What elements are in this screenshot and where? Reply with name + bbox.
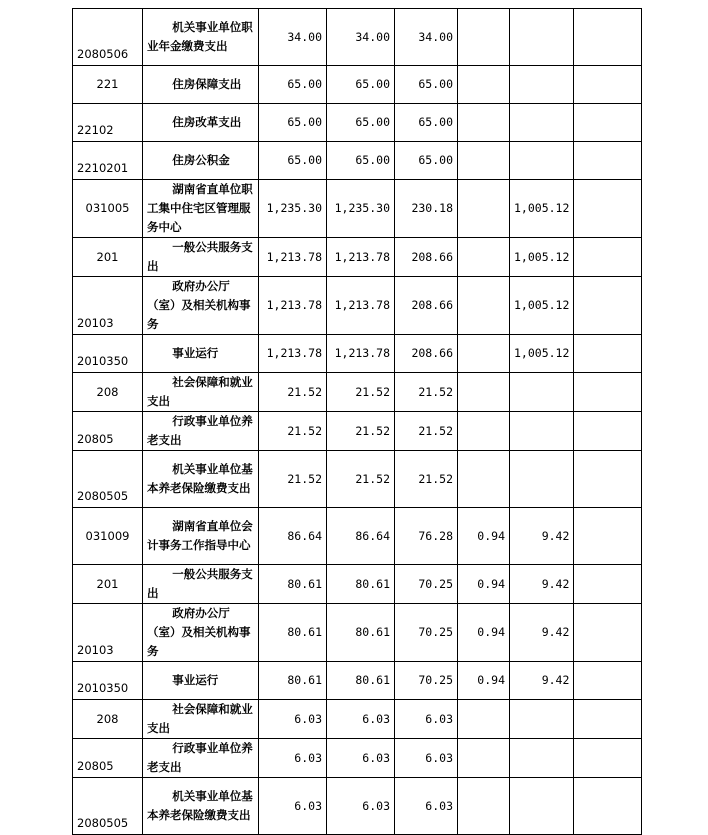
row-value-c5: 9.42 bbox=[510, 565, 574, 604]
row-value-c3: 230.18 bbox=[395, 180, 458, 238]
table-row bbox=[73, 451, 642, 508]
table-row bbox=[73, 180, 642, 238]
row-name: 政府办公厅（室）及相关机构事务 bbox=[143, 277, 259, 335]
row-value-c3: 70.25 bbox=[395, 604, 458, 662]
row-value-c3: 6.03 bbox=[395, 700, 458, 739]
table-body bbox=[73, 9, 642, 835]
row-value-c6 bbox=[574, 180, 642, 238]
row-name: 机关事业单位职业年金缴费支出 bbox=[143, 9, 259, 66]
row-value-c1: 65.00 bbox=[259, 66, 327, 104]
row-value-c1: 1,213.78 bbox=[259, 335, 327, 373]
row-code: 2080505 bbox=[73, 451, 143, 508]
row-value-c3: 65.00 bbox=[395, 66, 458, 104]
row-value-c2: 21.52 bbox=[327, 451, 395, 508]
row-value-c2: 65.00 bbox=[327, 66, 395, 104]
row-name: 住房改革支出 bbox=[143, 104, 259, 142]
row-value-c1: 21.52 bbox=[259, 451, 327, 508]
row-value-c2: 65.00 bbox=[327, 142, 395, 180]
row-value-c6 bbox=[574, 104, 642, 142]
row-value-c3: 70.25 bbox=[395, 565, 458, 604]
row-value-c3: 70.25 bbox=[395, 662, 458, 700]
row-value-c3: 65.00 bbox=[395, 104, 458, 142]
row-value-c6 bbox=[574, 700, 642, 739]
row-value-c1: 34.00 bbox=[259, 9, 327, 66]
row-code: 20103 bbox=[73, 277, 143, 335]
row-value-c4 bbox=[458, 9, 510, 66]
row-value-c2: 34.00 bbox=[327, 9, 395, 66]
row-value-c6 bbox=[574, 662, 642, 700]
table-row bbox=[73, 508, 642, 565]
row-value-c1: 21.52 bbox=[259, 412, 327, 451]
row-value-c4 bbox=[458, 412, 510, 451]
row-code: 208 bbox=[73, 700, 143, 739]
row-name: 住房公积金 bbox=[143, 142, 259, 180]
row-value-c4: 0.94 bbox=[458, 604, 510, 662]
row-value-c3: 34.00 bbox=[395, 9, 458, 66]
table-row bbox=[73, 412, 642, 451]
row-code: 2210201 bbox=[73, 142, 143, 180]
table-row bbox=[73, 604, 642, 662]
row-value-c1: 65.00 bbox=[259, 104, 327, 142]
row-name: 社会保障和就业支出 bbox=[143, 700, 259, 739]
table-row bbox=[73, 662, 642, 700]
budget-table bbox=[72, 8, 642, 835]
row-value-c3: 65.00 bbox=[395, 142, 458, 180]
row-value-c2: 65.00 bbox=[327, 104, 395, 142]
row-value-c1: 1,213.78 bbox=[259, 277, 327, 335]
row-name: 行政事业单位养老支出 bbox=[143, 739, 259, 778]
row-name: 一般公共服务支出 bbox=[143, 565, 259, 604]
row-value-c6 bbox=[574, 66, 642, 104]
table-row bbox=[73, 9, 642, 66]
row-code: 2010350 bbox=[73, 335, 143, 373]
row-value-c5 bbox=[510, 778, 574, 835]
row-value-c2: 80.61 bbox=[327, 662, 395, 700]
row-value-c3: 208.66 bbox=[395, 335, 458, 373]
row-value-c4: 0.94 bbox=[458, 662, 510, 700]
row-value-c4 bbox=[458, 104, 510, 142]
row-code: 2010350 bbox=[73, 662, 143, 700]
row-value-c4 bbox=[458, 451, 510, 508]
row-value-c4 bbox=[458, 180, 510, 238]
row-name: 一般公共服务支出 bbox=[143, 238, 259, 277]
row-value-c3: 6.03 bbox=[395, 778, 458, 835]
row-value-c1: 80.61 bbox=[259, 604, 327, 662]
row-name: 机关事业单位基本养老保险缴费支出 bbox=[143, 778, 259, 835]
row-value-c5 bbox=[510, 451, 574, 508]
row-value-c5 bbox=[510, 142, 574, 180]
table-row bbox=[73, 565, 642, 604]
row-value-c4 bbox=[458, 700, 510, 739]
row-value-c1: 1,235.30 bbox=[259, 180, 327, 238]
row-value-c6 bbox=[574, 277, 642, 335]
row-value-c6 bbox=[574, 412, 642, 451]
row-value-c2: 6.03 bbox=[327, 739, 395, 778]
row-code: 031005 bbox=[73, 180, 143, 238]
table-row bbox=[73, 739, 642, 778]
row-name: 住房保障支出 bbox=[143, 66, 259, 104]
row-value-c6 bbox=[574, 238, 642, 277]
row-code: 20103 bbox=[73, 604, 143, 662]
row-value-c5: 1,005.12 bbox=[510, 335, 574, 373]
row-value-c3: 208.66 bbox=[395, 277, 458, 335]
row-name: 行政事业单位养老支出 bbox=[143, 412, 259, 451]
row-value-c3: 208.66 bbox=[395, 238, 458, 277]
table-row bbox=[73, 778, 642, 835]
row-code: 2080506 bbox=[73, 9, 143, 66]
row-value-c5 bbox=[510, 412, 574, 451]
row-value-c2: 80.61 bbox=[327, 604, 395, 662]
row-value-c4 bbox=[458, 277, 510, 335]
row-value-c3: 21.52 bbox=[395, 412, 458, 451]
row-value-c2: 1,235.30 bbox=[327, 180, 395, 238]
row-value-c1: 80.61 bbox=[259, 565, 327, 604]
row-value-c1: 6.03 bbox=[259, 778, 327, 835]
table-row bbox=[73, 700, 642, 739]
row-value-c4 bbox=[458, 66, 510, 104]
table-row bbox=[73, 104, 642, 142]
row-code: 2080505 bbox=[73, 778, 143, 835]
row-value-c2: 1,213.78 bbox=[327, 335, 395, 373]
row-value-c4 bbox=[458, 373, 510, 412]
row-value-c1: 80.61 bbox=[259, 662, 327, 700]
table-row bbox=[73, 142, 642, 180]
row-code: 20805 bbox=[73, 412, 143, 451]
row-value-c3: 21.52 bbox=[395, 451, 458, 508]
row-value-c2: 21.52 bbox=[327, 373, 395, 412]
row-name: 政府办公厅（室）及相关机构事务 bbox=[143, 604, 259, 662]
row-value-c3: 6.03 bbox=[395, 739, 458, 778]
row-value-c2: 6.03 bbox=[327, 700, 395, 739]
row-name: 机关事业单位基本养老保险缴费支出 bbox=[143, 451, 259, 508]
row-value-c2: 21.52 bbox=[327, 412, 395, 451]
row-value-c6 bbox=[574, 739, 642, 778]
row-value-c5 bbox=[510, 373, 574, 412]
row-value-c4 bbox=[458, 335, 510, 373]
row-value-c5: 9.42 bbox=[510, 662, 574, 700]
row-value-c5 bbox=[510, 66, 574, 104]
row-value-c1: 21.52 bbox=[259, 373, 327, 412]
row-value-c6 bbox=[574, 565, 642, 604]
row-code: 22102 bbox=[73, 104, 143, 142]
row-code: 031009 bbox=[73, 508, 143, 565]
table-row bbox=[73, 238, 642, 277]
table-row bbox=[73, 66, 642, 104]
table-row bbox=[73, 373, 642, 412]
row-value-c3: 21.52 bbox=[395, 373, 458, 412]
row-value-c6 bbox=[574, 778, 642, 835]
row-value-c6 bbox=[574, 604, 642, 662]
row-value-c2: 6.03 bbox=[327, 778, 395, 835]
row-value-c1: 1,213.78 bbox=[259, 238, 327, 277]
row-code: 201 bbox=[73, 238, 143, 277]
row-value-c4: 0.94 bbox=[458, 565, 510, 604]
row-value-c4 bbox=[458, 778, 510, 835]
row-value-c6 bbox=[574, 508, 642, 565]
row-value-c2: 1,213.78 bbox=[327, 277, 395, 335]
row-value-c6 bbox=[574, 451, 642, 508]
row-value-c6 bbox=[574, 373, 642, 412]
row-value-c2: 1,213.78 bbox=[327, 238, 395, 277]
row-value-c5 bbox=[510, 104, 574, 142]
table-row bbox=[73, 277, 642, 335]
row-value-c1: 86.64 bbox=[259, 508, 327, 565]
row-value-c5: 1,005.12 bbox=[510, 180, 574, 238]
row-code: 20805 bbox=[73, 739, 143, 778]
row-value-c5: 9.42 bbox=[510, 604, 574, 662]
row-value-c5 bbox=[510, 9, 574, 66]
row-value-c1: 6.03 bbox=[259, 700, 327, 739]
row-code: 221 bbox=[73, 66, 143, 104]
row-value-c4 bbox=[458, 142, 510, 180]
row-value-c5: 1,005.12 bbox=[510, 238, 574, 277]
row-value-c6 bbox=[574, 142, 642, 180]
row-value-c4 bbox=[458, 238, 510, 277]
row-value-c5: 1,005.12 bbox=[510, 277, 574, 335]
row-value-c1: 65.00 bbox=[259, 142, 327, 180]
row-value-c5 bbox=[510, 739, 574, 778]
row-code: 201 bbox=[73, 565, 143, 604]
row-name: 湖南省直单位会计事务工作指导中心 bbox=[143, 508, 259, 565]
table-row bbox=[73, 335, 642, 373]
row-code: 208 bbox=[73, 373, 143, 412]
row-value-c4 bbox=[458, 739, 510, 778]
row-value-c6 bbox=[574, 335, 642, 373]
row-value-c5: 9.42 bbox=[510, 508, 574, 565]
row-value-c4: 0.94 bbox=[458, 508, 510, 565]
row-value-c2: 80.61 bbox=[327, 565, 395, 604]
row-value-c1: 6.03 bbox=[259, 739, 327, 778]
row-value-c2: 86.64 bbox=[327, 508, 395, 565]
row-value-c6 bbox=[574, 9, 642, 66]
row-value-c5 bbox=[510, 700, 574, 739]
row-name: 湖南省直单位职工集中住宅区管理服务中心 bbox=[143, 180, 259, 238]
row-name: 社会保障和就业支出 bbox=[143, 373, 259, 412]
row-name: 事业运行 bbox=[143, 662, 259, 700]
row-value-c3: 76.28 bbox=[395, 508, 458, 565]
row-name: 事业运行 bbox=[143, 335, 259, 373]
